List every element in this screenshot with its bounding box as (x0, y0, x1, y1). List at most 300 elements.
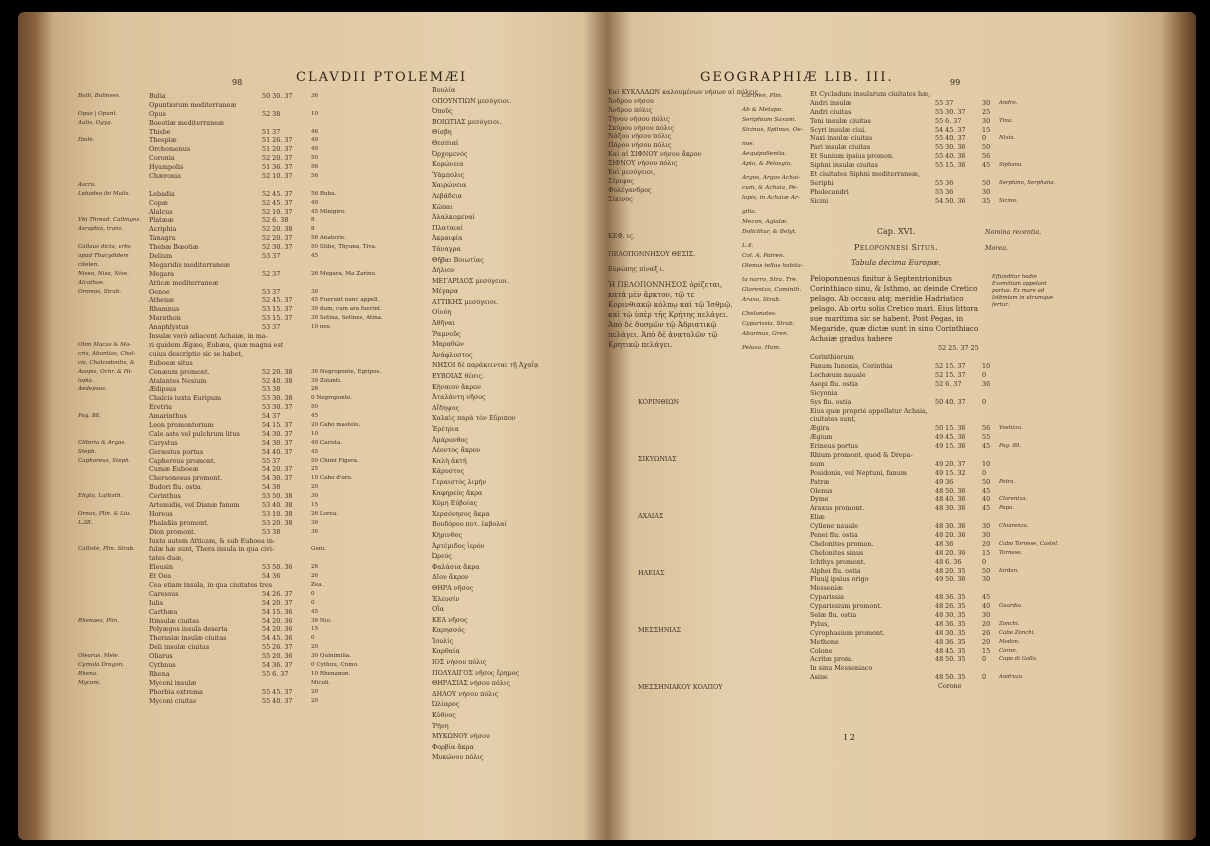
margin-note (999, 380, 1059, 389)
margin-note: Calliste, Plin. Strab. (78, 546, 135, 553)
place-name: Et Cycladum insularum ciuitates hæ, (810, 90, 931, 98)
greek-entry: Τάναγρα (432, 244, 461, 253)
place-name: Anaphlystus (149, 323, 189, 332)
greek-entry: ΘΗΡΑΣΙΑΣ νήσου πόλις (432, 679, 510, 688)
coordinate-remainder: 10 (982, 362, 991, 371)
place-name: Therasiæ insulæ ciuitas (149, 634, 227, 643)
greek-entry: Θῆβαι Βοιωτίας (432, 255, 484, 264)
table-row (128, 554, 383, 563)
place-name: Thisbe (149, 127, 171, 136)
coordinates (935, 389, 979, 398)
coordinates: 48 30. 36 (935, 522, 966, 531)
place-name: Penei flu. ostia (810, 530, 858, 539)
coordinate-remainder: 26 Lorea. (311, 510, 339, 517)
greek-entry: Ἀρτέμιδος ἱερόν (432, 541, 485, 550)
coordinates: 54 45. 37 (935, 125, 966, 134)
coordinate-remainder: 40 (311, 199, 319, 206)
coordinate-remainder: 40 (311, 137, 319, 144)
coordinates: 55 6. 37 (935, 116, 962, 125)
coordinate-remainder: 45 (982, 504, 991, 513)
place-name: Cyrophasium promont. (810, 628, 885, 637)
coordinates: 54 30. 37 (262, 438, 293, 447)
place-name: Alphei flu. ostia (810, 566, 861, 575)
greek-entry: ΚΕΑ νῆσος (432, 615, 468, 624)
table-row (810, 99, 1059, 108)
margin-note: Nixia. (999, 135, 1016, 142)
coordinates (262, 332, 308, 341)
coordinates (935, 664, 979, 673)
coordinate-remainder: 56 Anaterie. (311, 235, 346, 242)
table-row (810, 108, 1059, 117)
coordinates: 55 20. 36 (262, 652, 293, 661)
greek-entry: Νάξου νήσου πόλις (608, 132, 672, 141)
table-row (78, 216, 383, 225)
margin-note: Chelonates. (742, 311, 777, 317)
greek-entry: Δήλιον (432, 266, 455, 275)
margin-note (78, 590, 146, 599)
place-name: Marathon (149, 314, 181, 323)
coordinates: 48 40. 36 (935, 495, 966, 504)
coordinates: 52 6. 38 (262, 216, 289, 225)
greek-entry: Ἄνδρου πόλις (608, 105, 653, 114)
coordinate-remainder: 0 (982, 397, 987, 406)
table-row (810, 495, 1059, 504)
table-row (810, 558, 1059, 567)
coordinate-remainder: 0 (982, 557, 987, 566)
coordinate-remainder: 45 (982, 593, 991, 602)
right-latin-column (810, 90, 1059, 691)
table-row (810, 522, 1059, 531)
margin-note: Guardia. (999, 603, 1023, 610)
coordinate-remainder (982, 90, 996, 99)
table-row (810, 540, 1059, 549)
margin-note (78, 554, 146, 563)
coordinate-remainder: 26 Megara, Ma Zarino. (311, 270, 377, 277)
margin-note (999, 407, 1059, 416)
margin-note: Sicinus, Splinus, Oe- (742, 127, 803, 133)
margin-note (78, 474, 146, 483)
margin-note (999, 415, 1059, 424)
greek-entry: Πάρου νήσου πόλις (608, 141, 672, 150)
place-name: Dyme (810, 495, 829, 504)
greek-entry: Κορώνεια (432, 160, 464, 169)
place-name: num (810, 459, 825, 468)
coordinates: 50 15. 36 (935, 424, 966, 433)
greek-entry: Κύθνος (432, 711, 456, 720)
greek-entry: Σέριφος (608, 176, 634, 185)
table-row (128, 528, 383, 537)
coordinate-remainder: 15 (982, 125, 991, 134)
table-row (810, 170, 1059, 179)
margin-note (999, 152, 1059, 161)
coordinates: 49 15. 36 (935, 442, 966, 451)
margin-note (78, 128, 146, 137)
coordinate-remainder: 10 Cabo d'oro. (311, 475, 353, 482)
coordinates: 53 30. 37 (262, 403, 293, 412)
greek-entry: Ὀποῦς (432, 107, 453, 116)
table-row (128, 154, 383, 163)
table-row (810, 398, 1059, 407)
margin-note (78, 154, 146, 163)
table-row (78, 661, 383, 670)
coordinates: 53 50. 38 (262, 492, 293, 501)
table-row (810, 567, 1059, 576)
coordinates: 53 38 (262, 385, 281, 394)
margin-note: gilia. (742, 209, 757, 215)
coordinate-remainder: 0 Negroponte. (311, 395, 353, 402)
margin-note: lopis, in Achaiæ Ar- (742, 195, 800, 201)
greek-entry: Καὶ μεσόγειοι, (608, 168, 656, 177)
margin-note (78, 643, 146, 652)
margin-note: Diale. (78, 137, 95, 144)
margin-note (999, 584, 1059, 593)
margin-note: apud Thucydidem (78, 253, 129, 260)
coordinates (262, 101, 308, 110)
coordinates: 48 20. 36 (935, 530, 966, 539)
margin-note (999, 451, 1059, 460)
margin-note: noe. (742, 141, 755, 147)
place-name: Sicini (810, 196, 829, 205)
place-name: Et Sunium ipsius promon. (810, 152, 895, 161)
margin-note (78, 296, 146, 305)
page-signature: I 2 (844, 733, 855, 742)
coordinates (262, 119, 308, 128)
margin-note: Seriphium Saxum. (742, 117, 797, 123)
coordinates: 52 20. 38 (262, 367, 293, 376)
margin-note: Serphino, Serphana. (999, 179, 1056, 186)
table-row (128, 474, 383, 483)
table-row (128, 537, 383, 546)
coordinate-remainder: 10 (311, 110, 319, 117)
margin-note (78, 528, 146, 537)
greek-entry: Φορβία ἄκρα (432, 742, 474, 751)
coordinates: 54 36 (262, 572, 281, 581)
coordinates: 52 10. 37 (262, 172, 293, 181)
margin-note: Andruza. (999, 674, 1024, 681)
table-row (810, 602, 1059, 611)
coordinates (935, 584, 979, 593)
coordinate-remainder: 15 (982, 548, 991, 557)
margin-note: Argos, Argos Achai- (742, 175, 801, 181)
coordinate-remainder: 20 (311, 644, 319, 651)
coordinates: 54 20. 37 (262, 465, 293, 474)
margin-note (999, 460, 1059, 469)
margin-note: Col. A. Patren. (742, 253, 785, 259)
coordinates: 55 37 (935, 98, 954, 107)
greek-entry: Σκύρου νήσου πόλις (608, 123, 674, 132)
place-name: Selæ flu. ostia (810, 610, 857, 619)
place-name: Methone (810, 637, 839, 646)
greek-entry: ΟΠΟΥΝΤΙΩΝ μεσόγειοι. (432, 96, 512, 105)
greek-entry: Ὀρχομενός (432, 149, 468, 158)
place-name: Patræ (810, 477, 830, 486)
margin-note: Olearus. Mele. (78, 653, 120, 660)
table-row (810, 655, 1059, 664)
table-row (810, 415, 1059, 424)
coordinates (262, 679, 308, 688)
table-row (128, 643, 383, 652)
margin-note (999, 362, 1059, 371)
coordinate-remainder: 45 (311, 608, 319, 615)
coordinate-remainder: 45 (982, 486, 991, 495)
place-name: Bulia (149, 92, 166, 100)
table-row (128, 483, 383, 492)
table-row (810, 90, 1059, 99)
margin-note (999, 558, 1059, 567)
table-row (78, 136, 383, 145)
coordinate-remainder (982, 407, 996, 416)
table-row (128, 501, 383, 510)
place-name: Copæ (149, 198, 168, 207)
table-row (78, 269, 383, 279)
coordinates: 49 36 (935, 477, 954, 486)
coordinates: 53 10. 38 (262, 509, 293, 518)
place-name: Itinsulæ ciuitas (149, 616, 200, 625)
coordinate-remainder (982, 415, 996, 424)
margin-note: Abarinus, Gren. (742, 331, 789, 337)
coordinate-remainder: 56 (311, 164, 319, 171)
coordinates: 52 38 (262, 109, 281, 118)
coordinate-remainder (982, 451, 996, 460)
place-name: Megara (149, 269, 175, 278)
place-name: Artemidis, vel Dianæ fanum (149, 500, 240, 509)
table-row (78, 652, 383, 661)
greek-entry: Φαλάσια ἄκρα (432, 562, 480, 571)
coordinates: 55 30. 37 (935, 107, 966, 116)
coordinate-remainder: 30 (982, 116, 991, 125)
coordinates: 53 37 (262, 252, 281, 261)
coordinates: 48 30. 35 (935, 610, 966, 619)
place-name: Atalantes Nesium (149, 376, 207, 385)
coordinates (262, 350, 308, 359)
greek-entry: Καφηρεὺς ἄκρα (432, 488, 483, 497)
table-row (128, 234, 383, 243)
place-name: Insulæ verò adiacent Achaiæ, in ma- (149, 332, 268, 341)
margin-note (78, 608, 146, 617)
margin-note: Steph. (78, 448, 97, 455)
coordinates: 54 26. 37 (262, 589, 293, 598)
coordinates (262, 181, 308, 190)
coordinates: 52 45. 37 (262, 296, 293, 305)
table-row (810, 353, 1059, 362)
margin-note: Ab & Metapo. (742, 107, 783, 113)
coordinate-remainder (982, 664, 996, 673)
table-row (128, 403, 383, 412)
coordinate-remainder: 56 (982, 152, 991, 161)
margin-note (78, 537, 146, 546)
coordinate-remainder: 50 (982, 477, 991, 486)
table-row (78, 243, 383, 252)
coordinates: 52 20. 37 (262, 234, 293, 243)
place-name: Chelonites promon. (810, 539, 874, 548)
margin-note (78, 208, 146, 217)
place-name: Athenæ (149, 296, 175, 305)
margin-note (78, 421, 146, 430)
coordinates (935, 170, 979, 179)
table-row (810, 371, 1059, 380)
margin-note: Tina. (999, 117, 1013, 124)
margin-note: Vbi Thread. Callinges. (78, 217, 142, 224)
place-name: Boeotiæ mediterraneæ (149, 118, 224, 127)
place-name: Naxi insulæ ciuitas (810, 134, 873, 143)
coordinates: 54 20. 36 (262, 616, 293, 625)
coordinates (935, 513, 979, 522)
margin-note (78, 172, 146, 181)
table-row (78, 509, 383, 519)
table-row (128, 590, 383, 599)
margin-note: Vostizza. (999, 425, 1023, 432)
coordinates: 48 30. 36 (935, 504, 966, 513)
table-row (78, 189, 383, 199)
coordinate-remainder: 46 (311, 128, 319, 135)
table-row (810, 620, 1059, 629)
table-row (128, 634, 383, 643)
table-row (128, 421, 383, 430)
table-row (810, 117, 1059, 126)
greek-entry: Γεραιστὸς λιμήν (432, 477, 487, 486)
margin-note: Ornax, Plin. & Liu. (78, 510, 132, 517)
margin-note (78, 430, 146, 439)
table-row (810, 664, 1059, 673)
place-name: Opus (149, 109, 166, 118)
margin-note (999, 433, 1059, 442)
coordinates: 54 30. 37 (262, 429, 293, 438)
margin-note: ta narro, Stra. Tre. (742, 277, 798, 283)
intro-text: Peloponnesus finitur à Septentrionibus Corinthiaco sinu, & Isthmo, ac deinde Cretico pelago. Ab occasu atq; meridie Hadriatico pelago. Ab ortu solis Cretico mari. Eius littora sue maritima sic se habent. Post Pegas, in Megaride, quæ dictæ sunt in sinu Corinthiaco Achaiæ gradus habere (810, 274, 979, 344)
table-row (128, 572, 383, 581)
margin-note: Nisea, Nisa, Nise. (78, 270, 129, 277)
coordinates (262, 537, 308, 546)
place-name: Asopi flu. ostia (810, 379, 858, 388)
coordinates: 54 37 (262, 412, 281, 421)
coordinates: 51 37 (262, 127, 281, 136)
margin-note: Aedepsus. (78, 386, 107, 393)
table-row (810, 389, 1059, 398)
margin-note: Pag. 89. (999, 443, 1022, 450)
coordinate-remainder: 10 (311, 430, 319, 437)
table-row (78, 181, 383, 190)
coordinate-remainder: 40 Carista. (311, 439, 343, 446)
place-name: Chelonites sinus (810, 548, 864, 557)
greek-entry: Καὶ αἱ ΣΙΦΝΟΥ νήσου ἄκρον (608, 150, 702, 159)
place-name: Andri ciuitas (810, 107, 852, 116)
place-name: Chæronia (149, 172, 181, 181)
greek-entry: Πλαταιαί (432, 223, 464, 232)
coordinate-remainder: 50 Stibe, Thyuna, Tiva. (311, 244, 377, 251)
margin-note: L.4. (742, 243, 754, 249)
coordinates: 53 40. 38 (262, 500, 293, 509)
coordinate-remainder: 0 (311, 635, 315, 642)
place-name: Et Oea (149, 572, 172, 581)
place-name: Phalaßia promont. (149, 518, 209, 527)
margin-note: Rhena. (78, 670, 98, 677)
section-margin: Morea. (985, 244, 1009, 253)
margin-note (78, 634, 146, 643)
greek-entry: Θεσπιαί (432, 138, 459, 147)
place-name: Oenoe (149, 287, 170, 296)
coordinates (935, 90, 979, 99)
coordinates: 53 50. 36 (262, 563, 293, 572)
margin-note (78, 688, 146, 697)
margin-note: Carthen, Plin. (742, 93, 783, 99)
place-name: Euboeæ situs (149, 358, 193, 367)
place-name: Horeus (149, 509, 173, 518)
margin-note: Cabo Zonchi. (999, 629, 1036, 636)
table-row (128, 101, 383, 110)
right-page-number: 99 (950, 78, 961, 87)
place-name: Lechæum nauale (810, 370, 866, 379)
table-row (810, 424, 1059, 433)
greek-section-heading: ΣΙΚΥΩΝΙΑΣ (638, 455, 677, 464)
margin-note (78, 394, 146, 403)
greek-entry: Δῖον ἄκρον (432, 573, 469, 582)
coordinate-remainder: 0 (311, 590, 315, 597)
coordinates: 54 30. 37 (262, 474, 293, 483)
greek-entry: Κήρινθος (432, 530, 463, 539)
coordinate-remainder: 26 (311, 386, 319, 393)
place-name: Siphni insulæ ciuitas (810, 161, 878, 170)
margin-note: Asraphia, trans. (78, 226, 124, 233)
table-row (810, 584, 1059, 593)
margin-note: Cymula Dragon. (78, 662, 125, 668)
margin-note (78, 199, 146, 208)
place-name: Asine (810, 673, 828, 682)
margin-note: Asopis, Ochr. & Hi- (78, 368, 133, 375)
coordinates: 53 15. 37 (262, 305, 293, 314)
coordinate-remainder: 10 nes. (311, 324, 332, 331)
place-name: ciuitates sunt, (810, 415, 856, 424)
place-name: Et ciuitates Siphni mediterraneæ, (810, 170, 921, 179)
place-name: Teni insulæ ciuitas (810, 116, 871, 125)
margin-note (999, 389, 1059, 398)
margin-note (999, 593, 1059, 602)
table-row (810, 460, 1059, 469)
coordinates: 55 45. 37 (262, 687, 293, 696)
coordinate-remainder: 0 (982, 655, 987, 664)
coordinates: 50 40. 37 (935, 397, 966, 406)
place-name: Cyparissium promont. (810, 602, 882, 611)
coordinate-remainder: 26 (311, 564, 319, 571)
table-row (78, 678, 383, 688)
greek-entry: Χερσόνησος ἄκρα (432, 509, 490, 518)
coordinates: 52 20. 37 (262, 154, 293, 163)
table-row (810, 629, 1059, 638)
greek-entry: Καλὴ ἀκτή (432, 456, 467, 465)
place-name: Leon promontorium (149, 420, 214, 429)
table-row (810, 638, 1059, 647)
place-name: Budori flu. ostia (149, 483, 201, 492)
place-name: ri quidem Ægæo, Eubæa, quæ magna est (149, 340, 284, 349)
table-row (810, 593, 1059, 602)
coordinates: 51 36. 37 (262, 163, 293, 172)
greek-entry: Κάρυστος (432, 467, 465, 476)
greek-section-heading: ΜΕΣΣΗΝΙΑΚΟΥ ΚΟΛΠΟΥ (638, 682, 723, 691)
place-name: Megaridis mediterraneæ (149, 260, 230, 269)
margin-note (78, 483, 146, 492)
coordinate-remainder: 50 (982, 178, 991, 187)
table-row (128, 208, 383, 217)
place-name: Rhena (149, 669, 170, 678)
table-row (128, 128, 383, 137)
place-name: tates duæ, (149, 554, 184, 563)
greek-entry: Ἀνάφλυστος (432, 350, 473, 359)
place-name: Pari insulæ ciuitas (810, 143, 871, 152)
greek-entry: Τήνου νήσου πόλις (608, 114, 670, 123)
table-row (78, 492, 383, 501)
coordinates: 48 45. 35 (935, 646, 966, 655)
place-name: Seriphi (810, 178, 834, 187)
table-row (810, 478, 1059, 487)
